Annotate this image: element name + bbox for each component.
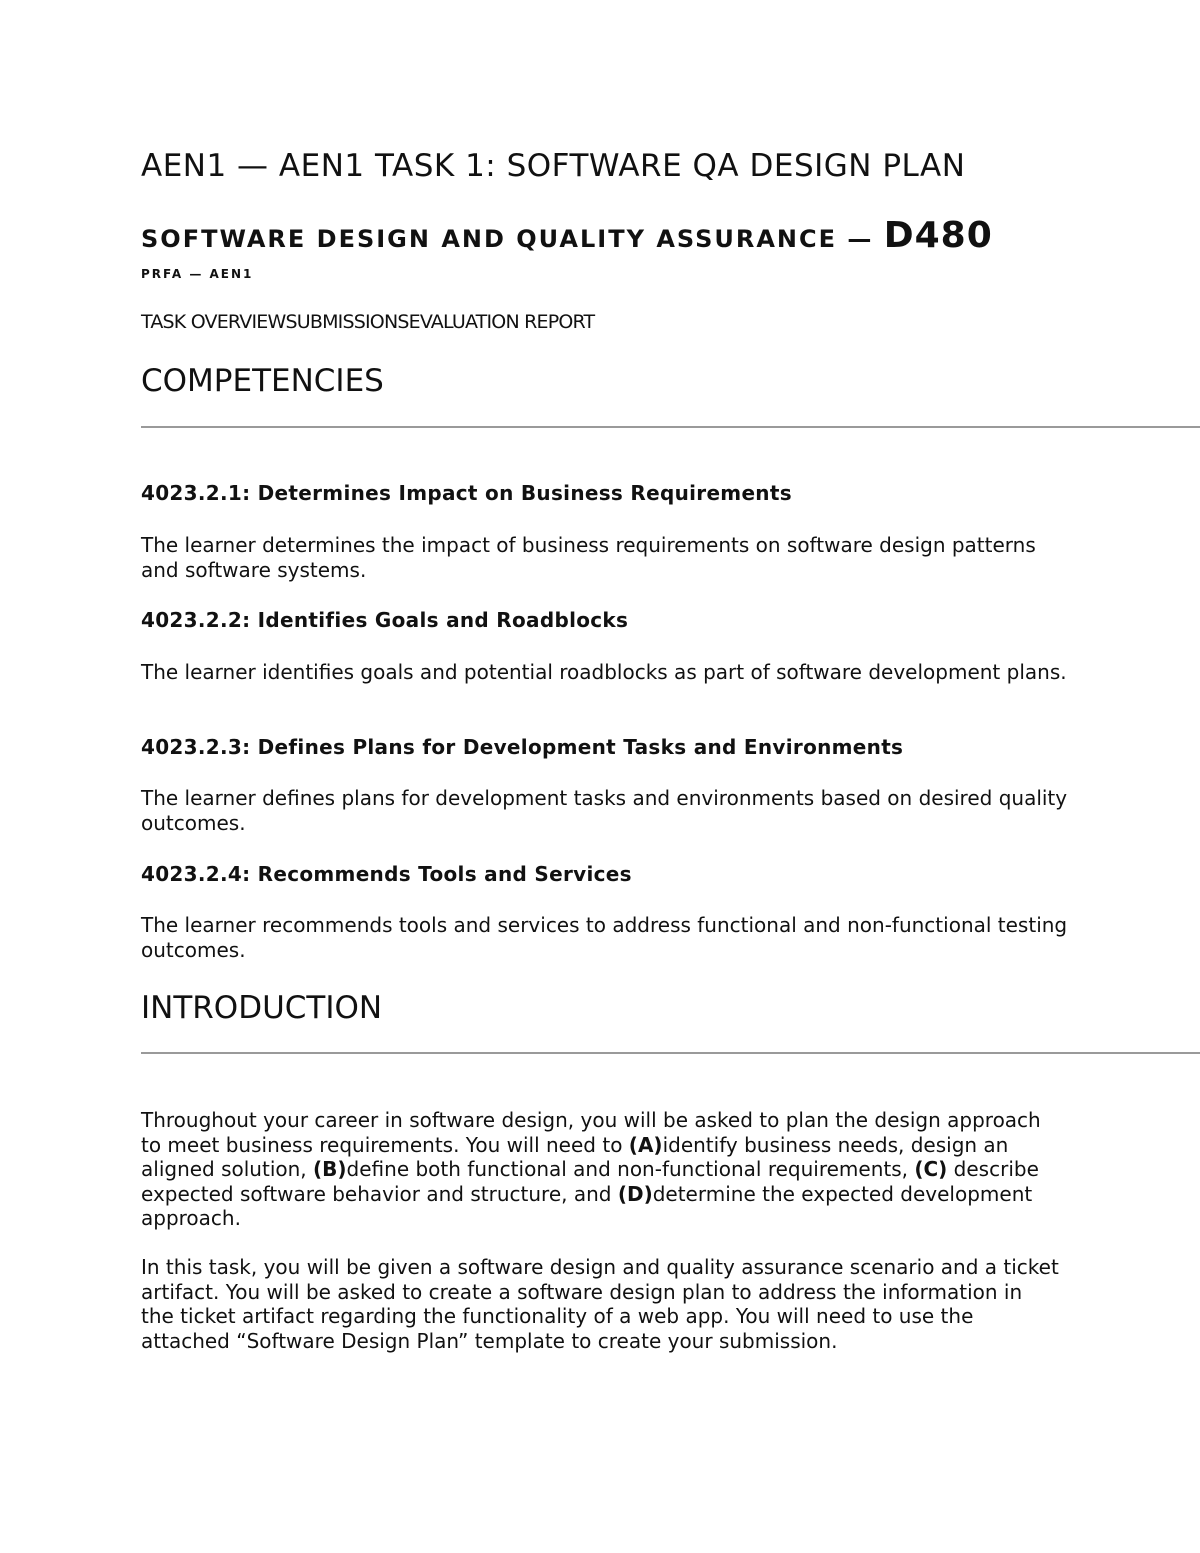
requirement-marker-c: (C) bbox=[914, 1157, 948, 1181]
tab-evaluation-report[interactable]: EVALUATION REPORT bbox=[408, 311, 595, 333]
competency-name: : Recommends Tools and Services bbox=[242, 862, 632, 886]
competency-name: : Determines Impact on Business Requirements bbox=[242, 481, 792, 505]
course-name: SOFTWARE DESIGN AND QUALITY ASSURANCE — bbox=[141, 225, 884, 253]
introduction-paragraph bbox=[141, 1108, 1059, 1231]
competencies-heading: COMPETENCIES bbox=[141, 363, 384, 399]
course-title bbox=[141, 216, 993, 259]
competency-title bbox=[141, 861, 632, 887]
tab-submissions[interactable]: SUBMISSIONS bbox=[285, 311, 409, 333]
competency-number: 4023.2.4 bbox=[141, 862, 243, 886]
competency-title bbox=[141, 734, 903, 760]
competency-number: 4023.2.1 bbox=[141, 481, 243, 505]
intro-text: determine the expected development approach. bbox=[141, 1181, 1033, 1230]
requirement-marker-a: (A) bbox=[628, 1132, 663, 1157]
competency-title bbox=[141, 480, 792, 506]
competency-description: The learner determines the impact of business requirements on software design patterns and software systems. bbox=[141, 533, 1036, 582]
competency-description: The learner identifies goals and potential roadblocks as part of software development plans. bbox=[141, 660, 1067, 684]
competency-title bbox=[141, 607, 628, 633]
competency-description: The learner recommends tools and services to address functional and non-functional testing outcomes. bbox=[141, 913, 1068, 962]
requirement-marker-b: (B) bbox=[313, 1157, 347, 1181]
intro-text: identify business needs, design an aligned solution, bbox=[141, 1132, 1009, 1181]
tab-task-overview[interactable]: TASK OVERVIEW bbox=[141, 311, 286, 333]
course-subcode: PRFA — AEN1 bbox=[141, 267, 254, 281]
intro-text: Throughout your career in software design, you will be asked to plan the design approach to meet business requirements. You will need to bbox=[141, 1108, 1041, 1157]
task-title: AEN1 — AEN1 TASK 1: SOFTWARE QA DESIGN PLAN bbox=[141, 148, 966, 184]
introduction-divider bbox=[141, 1052, 1200, 1054]
intro-text: define both functional and non-functional requirements, bbox=[346, 1157, 915, 1181]
document-page bbox=[141, 0, 1200, 1553]
competency-description: The learner defines plans for development tasks and environments based on desired quality outcomes. bbox=[141, 786, 1068, 835]
introduction-paragraph: In this task, you will be given a software design and quality assurance scenario and a ticket artifact. You will be asked to create a software design plan to address the information in the ticket artifact regarding the functionality of a web app. You will need to use the attached “Software Design Plan” template to create your submission. bbox=[141, 1255, 1059, 1353]
course-code: D480 bbox=[883, 215, 993, 256]
intro-text: describe expected software behavior and structure, and bbox=[141, 1157, 1039, 1206]
introduction-heading: INTRODUCTION bbox=[141, 990, 383, 1026]
competency-name: : Defines Plans for Development Tasks and Environments bbox=[242, 735, 904, 759]
requirement-marker-d: (D) bbox=[617, 1181, 653, 1206]
competency-number: 4023.2.2 bbox=[141, 608, 243, 632]
competency-name: : Identifies Goals and Roadblocks bbox=[242, 608, 629, 632]
competencies-divider bbox=[141, 426, 1200, 428]
competency-number: 4023.2.3 bbox=[141, 735, 243, 759]
task-tabs bbox=[141, 309, 594, 335]
